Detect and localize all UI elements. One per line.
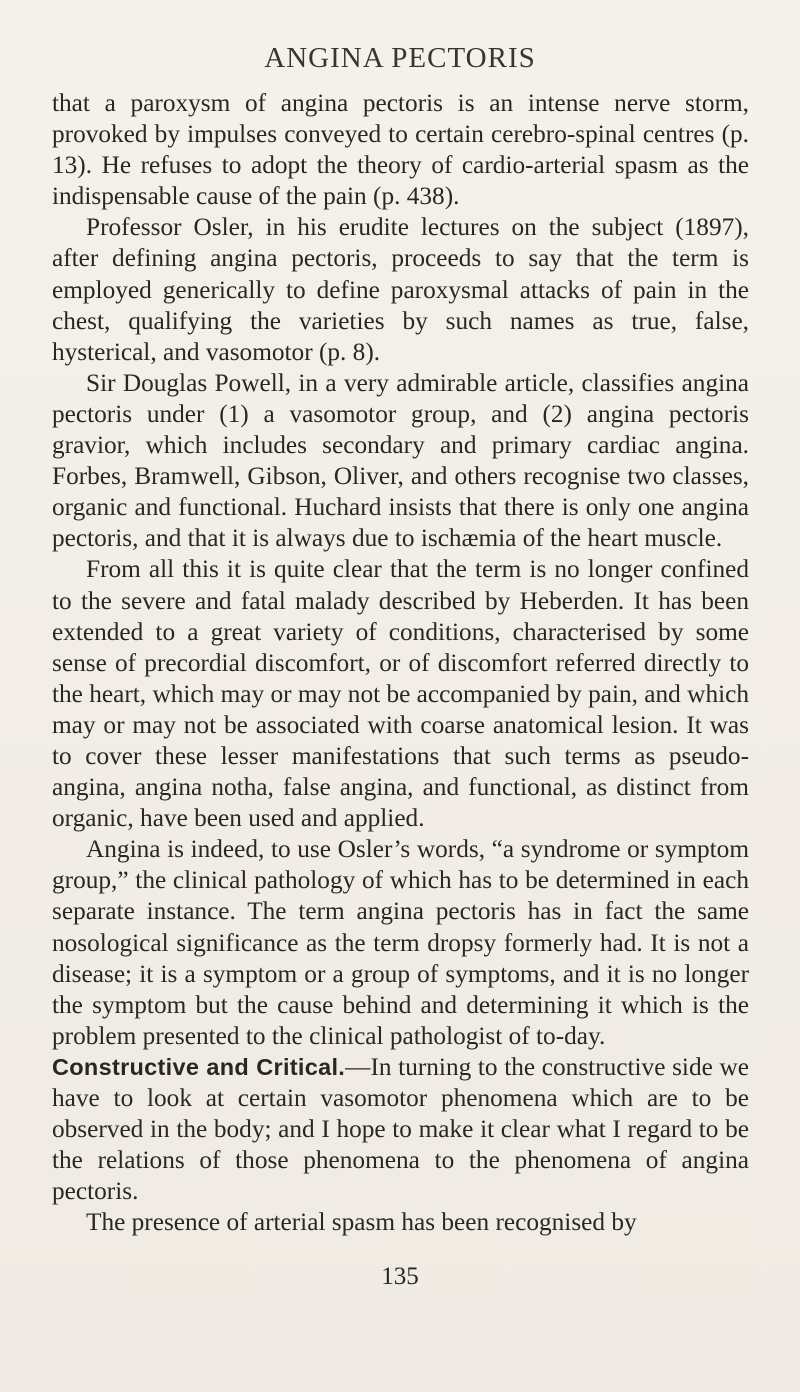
paragraph-text: From all this it is quite clear that the term is no longer confined to the severe and fatal malady described by Heberden. It has been extended to a great variety of conditions, characterised by some sense of precordial discomfort, or of discomfort referred directly to the heart, which may or may not be accompanied by pain, and which may or may not be associated with coarse anatomical lesion. It was to cover these lesser manifestations that such terms as pseudo-angina, angina notha, false angina, and functional, as distinct from organic, have been used and applied.	[52, 555, 749, 833]
paragraph-text: Angina is indeed, to use Osler’s words, “a syndrome or symptom group,” the clinical pathology of which has to be determined in each separate instance. The term angina pectoris has in fact the same nosological significance as the term dropsy formerly had. It is not a disease; it is a symptom or a group of symptoms, and it is no longer the symptom but the cause behind and determining it which is the problem presented to the clinical pathologist of to-day.	[52, 835, 749, 1050]
paragraph-text: Sir Douglas Powell, in a very admirable article, classifies angina pectoris under (1) a vasomotor group, and (2) angina pectoris gravior, which includes secondary and primary cardiac angina. Forbes, Bramwell, Gibson, Oliver, and others recognise two classes, organic and functional. Huchard insists that there is only one angina pectoris, and that it is always due to ischæmia of the heart muscle.	[52, 368, 749, 553]
section-heading: Constructive and Critical.	[52, 1053, 346, 1080]
paragraph-text: Professor Osler, in his erudite lectures on the subject (1897), after defining angina pectoris, proceeds to say that the term is employed generically to define paroxysmal attacks of pain in the chest, qualifying the varieties by such names as true, false, hysterical, and vasomotor (p. 8).	[52, 213, 749, 366]
paragraph-with-heading	[52, 1052, 749, 1207]
paragraph	[52, 212, 749, 367]
body-text	[52, 88, 749, 1238]
paragraph	[52, 88, 749, 212]
paragraph	[52, 554, 749, 834]
paragraph	[52, 834, 749, 1052]
running-head-title: ANGINA PECTORIS	[264, 42, 536, 74]
paragraph-text: that a paroxysm of angina pectoris is an intense nerve storm, provoked by impulses conveyed to certain cerebro-spinal centres (p. 13). He refuses to adopt the theory of cardio-arterial spasm as the indispensable cause of the pain (p. 438).	[52, 89, 749, 211]
paragraph-text: —In turning to the constructive side we have to look at certain vasomotor phenomena which are to be observed in the body; and I hope to make it clear what I regard to be the relations of those phenomena to the phenomena of angina pectoris.	[52, 1052, 749, 1206]
paragraph	[52, 368, 749, 555]
paragraph	[52, 1207, 749, 1238]
paragraph-text: The presence of arterial spasm has been recognised by	[86, 1208, 637, 1237]
page-number: 135	[381, 1263, 419, 1290]
